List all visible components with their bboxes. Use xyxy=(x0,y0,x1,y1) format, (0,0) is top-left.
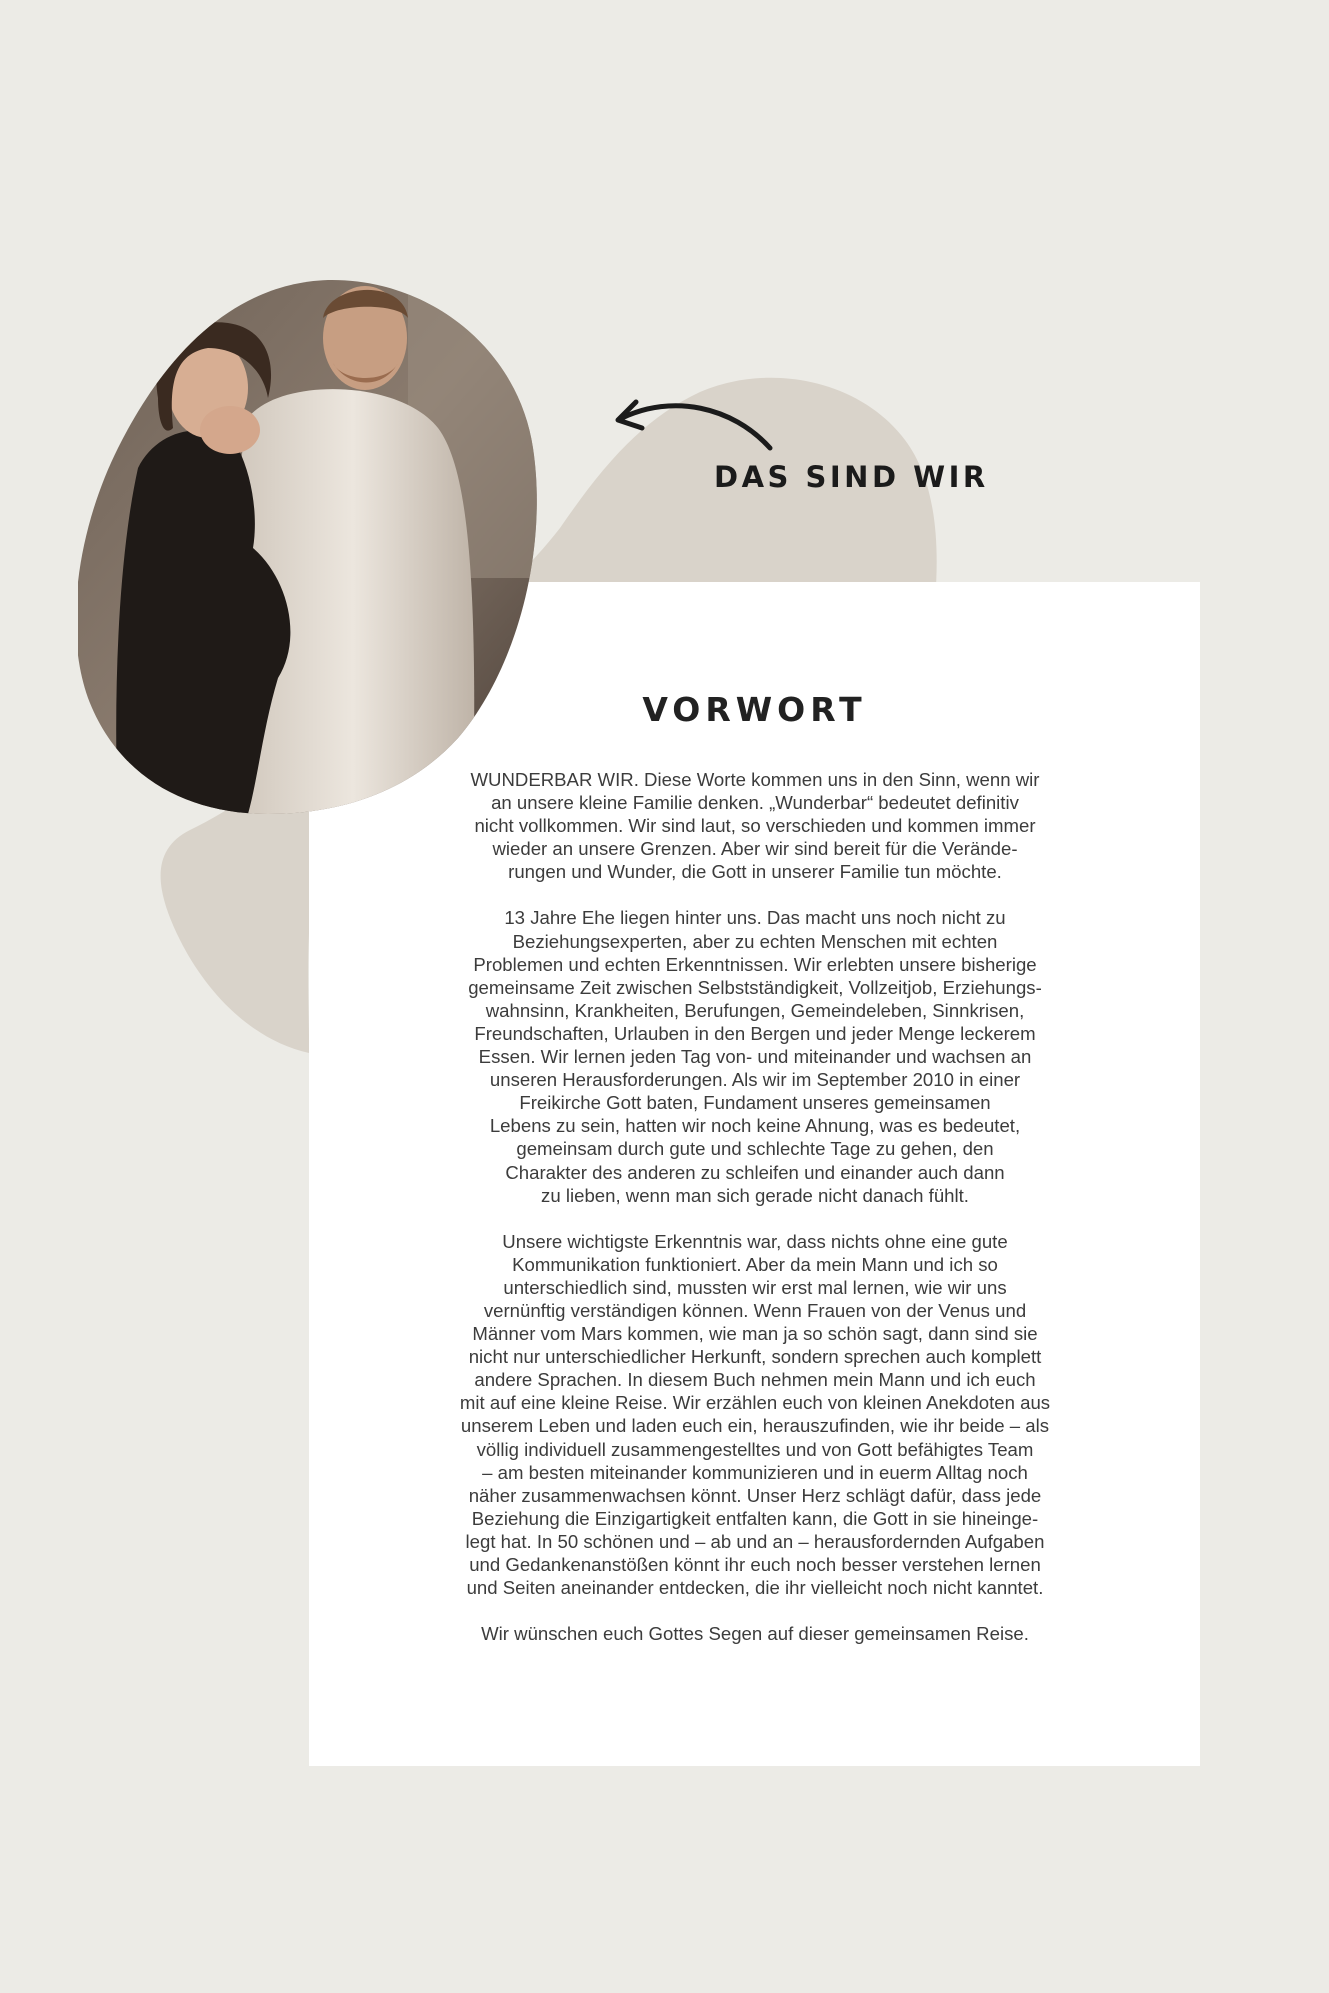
caption-das-sind-wir: DAS SIND WIR xyxy=(714,460,989,494)
photo-couple xyxy=(78,278,538,814)
paragraph: Wir wünschen euch Gottes Segen auf dieser gemeinsamen Reise. xyxy=(481,1623,1029,1645)
curved-arrow-icon xyxy=(612,396,782,456)
page-title: VORWORT xyxy=(642,690,867,729)
paragraph: 13 Jahre Ehe liegen hinter uns. Das macht uns noch nicht zu Beziehungsexperten, aber zu echten Menschen mit echten Problemen und echten Erkenntnissen. Wir erlebten unsere bisherige gemeinsame Zeit zwischen Selbstständigkeit, Vollzeitjob, Erziehungs- wahnsinn, Krankheiten, Berufungen, Gemeindeleben, Sinnkrisen, Freundschaften, Urlauben in den Bergen und jeder Menge leckerem Essen. Wir lernen jeden Tag von- und miteinander und wachsen an unseren Herausforderungen. Als wir im September 2010 in einer Freikirche Gott baten, Fundament unseres gemeinsamen Lebens zu sein, hatten wir noch keine Ahnung, was es bedeutet, gemeinsam durch gute und schlechte Tage zu gehen, den Charakter des anderen zu schleifen und einander auch dann zu lieben, wenn man sich gerade nicht danach fühlt. xyxy=(468,907,1042,1206)
article-body xyxy=(420,768,1090,1668)
paragraph: Unsere wichtigste Erkenntnis war, dass nichts ohne eine gute Kommunikation funktioniert. Aber da mein Mann und ich so unterschiedlich sind, mussten wir erst mal lernen, wie wir uns vernünftig verständigen können. Wenn Frauen von der Venus und Männer vom Mars kommen, wie man ja so schön sagt, dann sind sie nicht nur unterschiedlicher Herkunft, sondern sprechen auch komplett andere Sprachen. In diesem Buch nehmen mein Mann und ich euch mit auf eine kleine Reise. Wir erzählen euch von kleinen Anekdoten aus unserem Leben und laden euch ein, herauszufinden, wie ihr beide – als völlig individuell zusammengestelltes und von Gott befähigtes Team – am besten miteinander kommunizieren und in euerm Alltag noch näher zusammenwachsen könnt. Unser Herz schlägt dafür, dass jede Beziehung die Einzigartigkeit entfalten kann, die Gott in sie hineinge- legt hat. In 50 schönen und – ab und an – herausfordernden Aufgaben und Gedankenanstößen könnt ihr euch noch besser verstehen lernen und Seiten aneinander entdecken, die ihr vielleicht noch nicht kanntet. xyxy=(459,1230,1051,1599)
paragraph: WUNDERBAR WIR. Diese Worte kommen uns in den Sinn, wenn wir an unsere kleine Familie denken. „Wunderbar“ bedeutet definitiv nicht vollkommen. Wir sind laut, so verschieden und kommen immer wieder an unsere Grenzen. Aber wir sind bereit für die Verände- rungen und Wunder, die Gott in unserer Familie tun möchte. xyxy=(470,769,1040,883)
